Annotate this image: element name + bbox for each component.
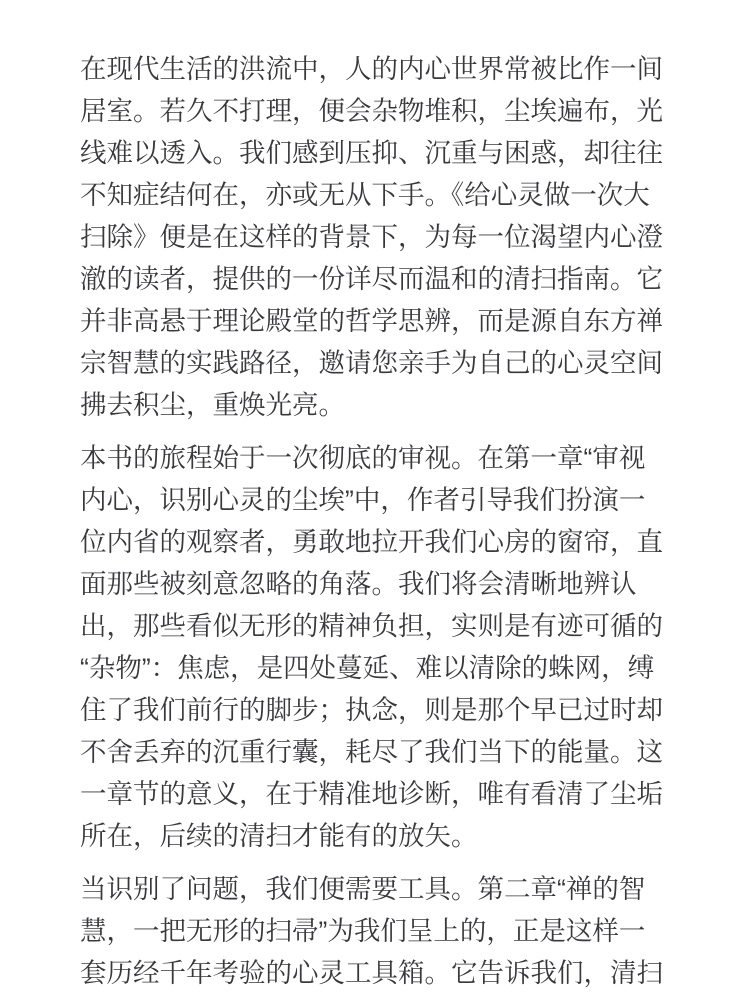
paragraph-chapter-two: 当识别了问题，我们便需要工具。第二章“禅的智慧，一把无形的扫帚”为我们呈上的，正是这样一套历经千年考验的心灵工具箱。它告诉我们，清扫 [80,874,663,988]
paragraph-chapter-one: 本书的旅程始于一次彻底的审视。在第一章“审视内心，识别心灵的尘埃”中，作者引导我们扮演一位内省的观察者，勇敢地拉开我们心房的窗帘，直面那些被刻意忽略的角落。我们将会清晰地辨认出，那些看似无形的精神负担，实则是有迹可循的“杂物”：焦虑，是四处蔓延、难以清除的蛛网，缚住了我们前行的脚步；执念，则是那个早已过时却不舍丢弃的沉重行囊，耗尽了我们当下的能量。这一章节的意义，在于精准地诊断，唯有看清了尘垢所在，后续的清扫才能有的放矢。 [80,443,663,851]
paragraph-intro: 在现代生活的洪流中，人的内心世界常被比作一间居室。若久不打理，便会杂物堆积，尘埃遍布，光线难以透入。我们感到压抑、沉重与困惑，却往往不知症结何在，亦或无从下手。《给心灵做一次大扫除》便是在这样的背景下，为每一位渴望内心澄澈的读者，提供的一份详尽而温和的清扫指南。它并非高悬于理论殿堂的哲学思辨，而是源自东方禅宗智慧的实践路径，邀请您亲手为自己的心灵空间拂去积尘，重焕光亮。 [80,54,663,420]
